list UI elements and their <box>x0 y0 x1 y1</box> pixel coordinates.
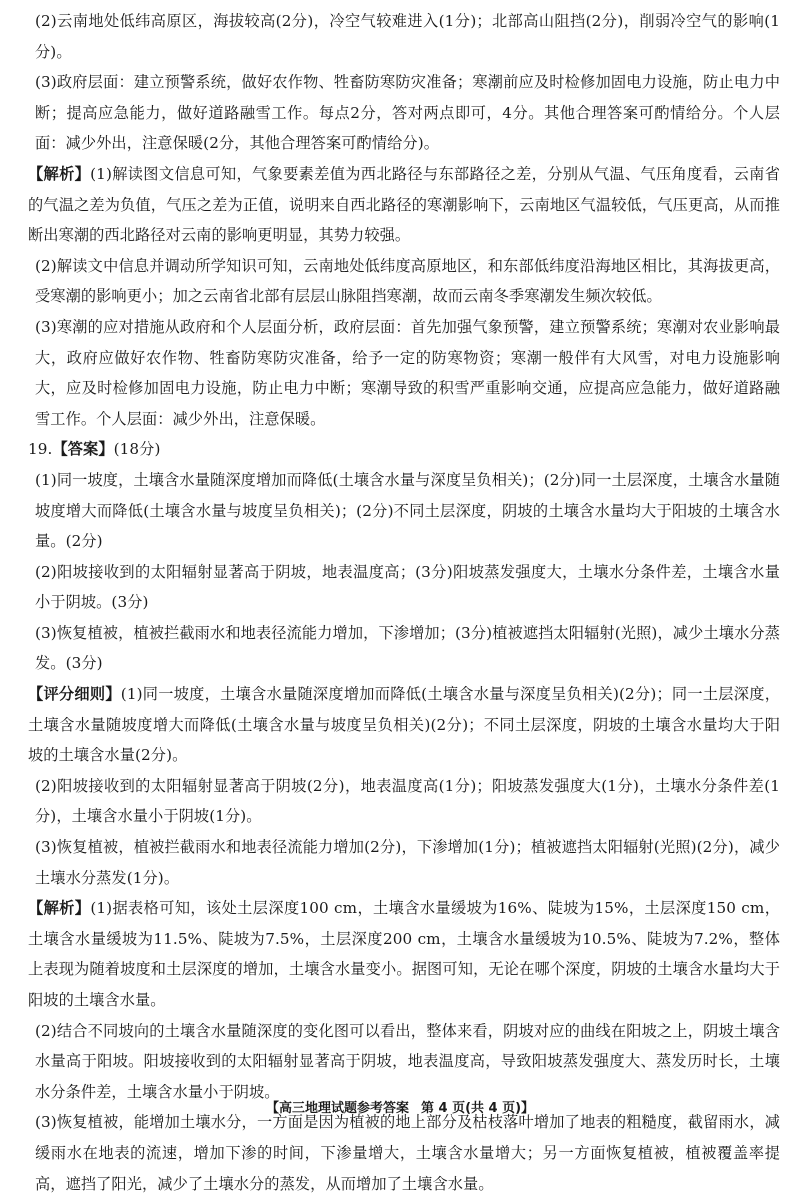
q19-answer-label: 【答案】 <box>52 440 114 459</box>
q19-rubric-1-text: (1)同一坡度，土壤含水量随深度增加而降低(土壤含水量与深度呈负相关)(2分)；同一土层深度，土壤含水量随坡度增大而降低(土壤含水量与坡度呈负相关)(2分)；不同土层深度，阴坡的土壤含水量均大于阳坡的土壤含水量(2分)。 <box>28 685 780 765</box>
page-footer <box>0 1097 800 1116</box>
footer-page-number: 第 4 页(共 4 页)】 <box>420 1101 535 1116</box>
q18-analysis-1-text: (1)解读图文信息可知，气象要素差值为西北路径与东部路径之差，分别从气温、气压角度看，云南省的气温之差为负值，气压之差为正值，说明来自西北路径的寒潮影响下，云南地区气温较低，气压更高，从而推断出寒潮的西北路径对云南的影响更明显，其势力较强。 <box>28 164 780 245</box>
q19-rubric-3: (3)恢复植被，植被拦截雨水和地表径流能力增加(2分)，下渗增加(1分)；植被遮挡太阳辐射(光照)(2分)，减少土壤水分蒸发(1分)。 <box>35 838 780 887</box>
q18-answer-2: (2)云南地处低纬高原区，海拔较高(2分)，冷空气较难进入(1分)；北部高山阻挡(2分)，削弱冷空气的影响(1分)。 <box>35 12 780 61</box>
q19-analysis-3: (3)恢复植被，能增加土壤水分，一方面是因为植被的地上部分及枯枝落叶增加了地表的粗糙度，截留雨水，减缓雨水在地表的流速，增加下渗的时间，下渗量增大，土壤含水量增大；另一方面恢复植被，植被覆盖率提高，遮挡了阳光，减少了土壤水分的蒸发，从而增加了土壤含水量。 <box>35 1113 780 1193</box>
q18-analysis-2: (2)解读文中信息并调动所学知识可知，云南地处低纬度高原地区，和东部低纬度沿海地区相比，其海拔更高，受寒潮的影响更小；加之云南省北部有层层山脉阻挡寒潮，故而云南冬季寒潮发生频次较低。 <box>35 256 780 306</box>
q19-score: (18分) <box>113 440 161 459</box>
q18-analysis-1 <box>28 159 780 251</box>
q19-rubric-1 <box>28 679 780 771</box>
q19-answer-3: (3)恢复植被，植被拦截雨水和地表径流能力增加，下渗增加；(3分)植被遮挡太阳辐射(光照)，减少土壤水分蒸发。(3分) <box>35 623 780 673</box>
page-content <box>28 6 780 1199</box>
q19-analysis-1-text: (1)据表格可知，该处土层深度100 cm，土壤含水量缓坡为16%、陡坡为15%，土层深度150 cm，土壤含水量缓坡为11.5%、陡坡为7.5%，土层深度200 cm，土壤含水量缓坡为10.5%、陡坡为7.2%，整体上表现为随着坡度和土层深度的增加，土壤含水量变小。据图可知，无论在哪个深度，阴坡的土壤含水量均大于阳坡的土壤含水量。 <box>28 899 780 1009</box>
footer-title: 【高三地理试题参考答案 <box>265 1101 409 1116</box>
q18-answer-3: (3)政府层面：建立预警系统，做好农作物、牲畜防寒防灾准备；寒潮前应及时检修加固电力设施，防止电力中断；提高应急能力，做好道路融雪工作。每点2分，答对两点即可，4分。其他合理答案可酌情给分。个人层面：减少外出，注意保暖(2分，其他合理答案可酌情给分)。 <box>35 73 780 153</box>
q19-analysis-2: (2)结合不同坡向的土壤含水量随深度的变化图可以看出，整体来看，阴坡对应的曲线在阳坡之上，阴坡土壤含水量高于阳坡。阳坡接收到的太阳辐射显著高于阴坡，地表温度高，导致阳坡蒸发强度大、蒸发历时长，土壤水分条件差，土壤含水量小于阴坡。 <box>35 1021 780 1101</box>
q19-answer-2: (2)阳坡接收到的太阳辐射显著高于阴坡，地表温度高；(3分)阳坡蒸发强度大，土壤水分条件差，土壤含水量小于阴坡。(3分) <box>35 562 780 612</box>
q19-rubric-2: (2)阳坡接收到的太阳辐射显著高于阴坡(2分)，地表温度高(1分)；阳坡蒸发强度大(1分)，土壤水分条件差(1分)，土壤含水量小于阴坡(1分)。 <box>35 776 780 826</box>
q19-rubric-label: 【评分细则】 <box>28 685 121 704</box>
q19-analysis-label: 【解析】 <box>28 899 91 918</box>
q19-number: 19. <box>28 440 53 459</box>
q18-analysis-3: (3)寒潮的应对措施从政府和个人层面分析，政府层面：首先加强气象预警，建立预警系统；寒潮对农业影响最大，政府应做好农作物、牲畜防寒防灾准备，给予一定的防寒物资；寒潮一般伴有大风雪，对电力设施影响大，应及时检修加固电力设施，防止电力中断；寒潮导致的积雪严重影响交通，应提高应急能力，做好道路融雪工作。个人层面：减少外出，注意保暖。 <box>35 317 780 428</box>
q18-analysis-label: 【解析】 <box>28 164 91 183</box>
q19-answer-1: (1)同一坡度，土壤含水量随深度增加而降低(土壤含水量与深度呈负相关)；(2分)同一土层深度，土壤含水量随坡度增大而降低(土壤含水量与坡度呈负相关)；(2分)不同土层深度，阴坡的土壤含水量均大于阳坡的土壤含水量。(2分) <box>35 470 780 551</box>
q19-analysis-1 <box>28 893 780 1015</box>
q19-header <box>28 434 780 465</box>
